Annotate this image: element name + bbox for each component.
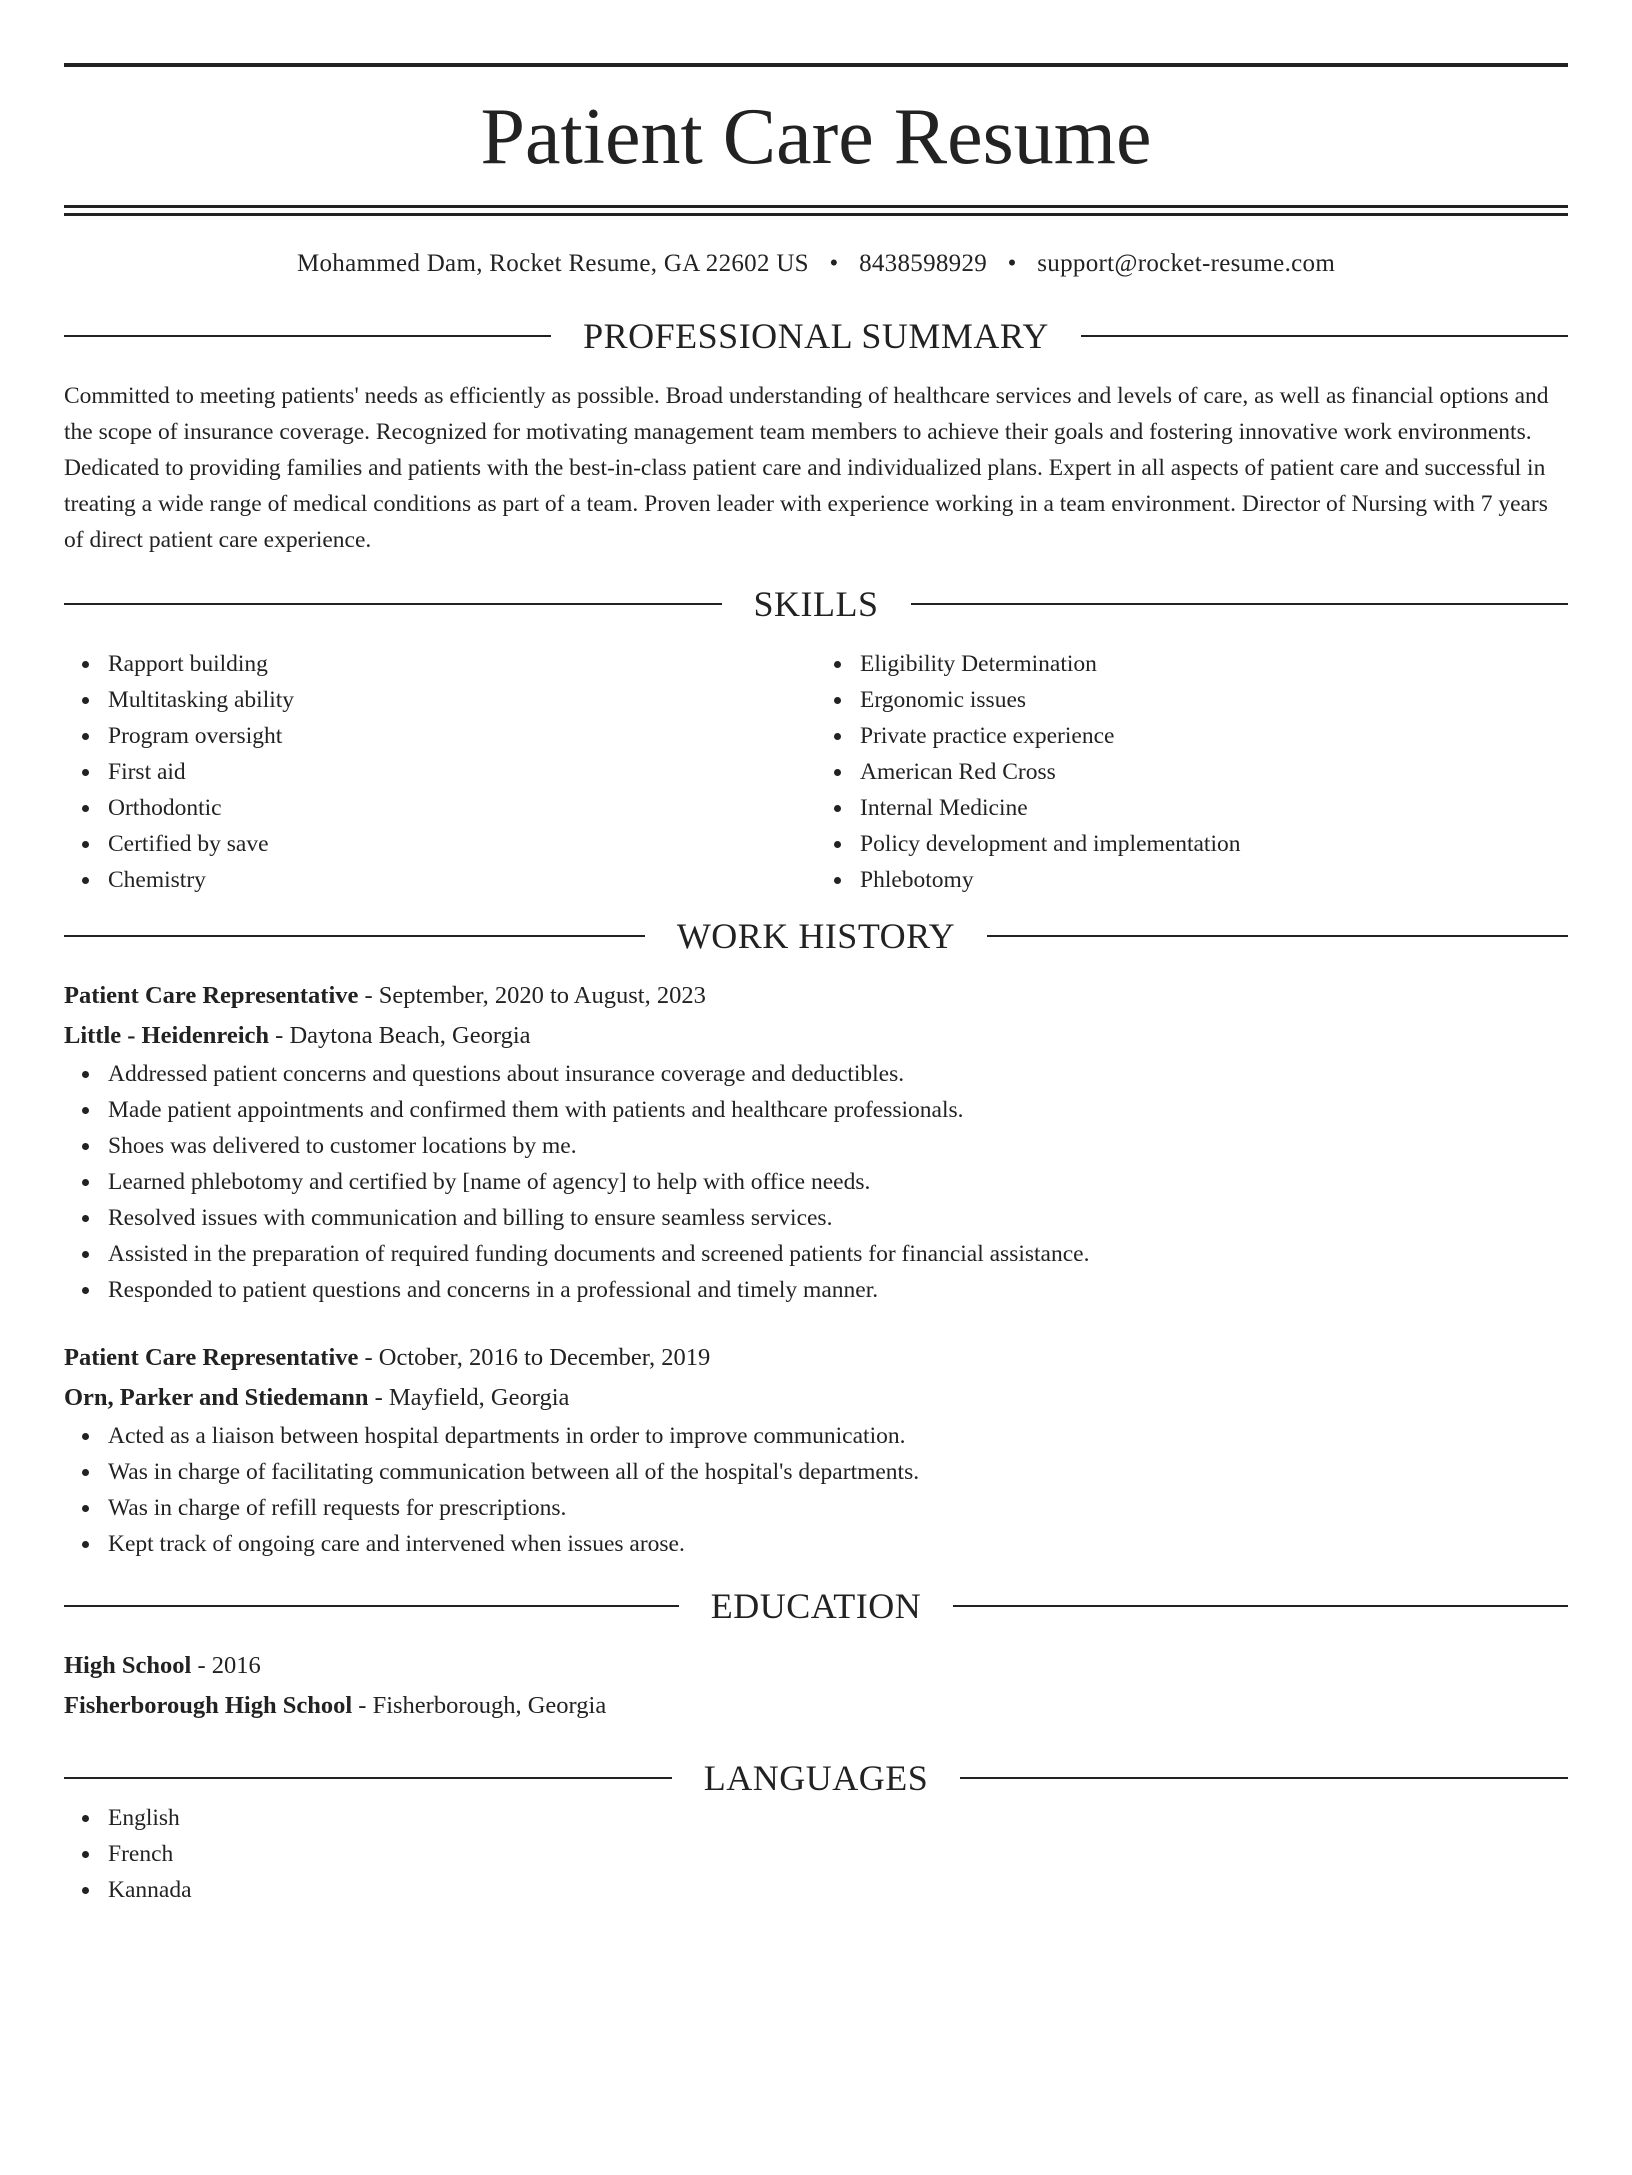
skills-list-left (64, 646, 816, 898)
skills-heading (64, 582, 1568, 626)
job-bullet: Shoes was delivered to customer locations by me. (108, 1128, 1568, 1164)
job-location: - Daytona Beach, Georgia (269, 1021, 531, 1049)
skills-grid (64, 646, 1568, 898)
skill-item: Private practice experience (860, 718, 1568, 754)
job-bullets (64, 1418, 1568, 1562)
language-item: English (108, 1800, 1568, 1836)
contact-line (64, 248, 1568, 280)
heading-rule (64, 935, 645, 937)
skill-item: First aid (108, 754, 816, 790)
job-bullet: Made patient appointments and confirmed them with patients and healthcare professionals. (108, 1092, 1568, 1128)
job-bullets (64, 1056, 1568, 1308)
job-entry (64, 976, 1568, 1308)
education-heading (64, 1584, 1568, 1628)
job-entry (64, 1338, 1568, 1562)
education-entry (64, 1646, 1568, 1726)
heading-rule (911, 603, 1569, 605)
job-bullet: Assisted in the preparation of required funding documents and screened patients for financial assistance. (108, 1236, 1568, 1272)
contact-phone: 8438598929 (859, 250, 988, 277)
education-heading-label: EDUCATION (710, 1585, 922, 1626)
education-location: - Fisherborough, Georgia (352, 1691, 607, 1719)
job-title: Patient Care Representative (64, 981, 359, 1009)
job-bullet: Resolved issues with communication and billing to ensure seamless services. (108, 1200, 1568, 1236)
job-company: Little - Heidenreich (64, 1021, 270, 1049)
resume-title: Patient Care Resume (480, 93, 1152, 181)
job-bullet: Learned phlebotomy and certified by [name of agency] to help with office needs. (108, 1164, 1568, 1200)
work-heading-label: WORK HISTORY (676, 915, 956, 956)
title-double-rule (64, 205, 1568, 216)
skill-item: Program oversight (108, 718, 816, 754)
skill-item: Certified by save (108, 826, 816, 862)
job-bullet: Responded to patient questions and concerns in a professional and timely manner. (108, 1272, 1568, 1308)
resume-page (0, 63, 1632, 2175)
contact-separator: • (1007, 250, 1017, 277)
heading-rule (64, 335, 551, 337)
skill-item: Policy development and implementation (860, 826, 1568, 862)
job-dates: - October, 2016 to December, 2019 (358, 1343, 711, 1371)
heading-rule (1081, 335, 1568, 337)
skill-item: Chemistry (108, 862, 816, 898)
job-company-line (64, 1016, 1568, 1056)
skills-heading-label: SKILLS (753, 583, 879, 624)
job-company-line (64, 1378, 1568, 1418)
language-item: Kannada (108, 1872, 1568, 1908)
job-bullet: Was in charge of facilitating communication between all of the hospital's departments. (108, 1454, 1568, 1490)
skill-item: Phlebotomy (860, 862, 1568, 898)
skill-item: Orthodontic (108, 790, 816, 826)
summary-heading (64, 314, 1568, 358)
heading-rule (64, 603, 722, 605)
language-item: French (108, 1836, 1568, 1872)
skills-column-left (64, 646, 816, 898)
heading-rule (987, 935, 1568, 937)
summary-text: Committed to meeting patients' needs as efficiently as possible. Broad understanding of healthcare services and levels of care, as well as financial options and the scope of insurance coverage. Recognized for motivating management team members to achieve their goals and fostering innovative work environments. Dedicated to providing families and patients with the best-in-class patient care and individualized plans. Expert in all aspects of patient care and successful in treating a wide range of medical conditions as part of a team. Proven leader with experience working in a team environment. Director of Nursing with 7 years of direct patient care experience. (64, 383, 1549, 553)
job-location: - Mayfield, Georgia (368, 1383, 570, 1411)
skill-item: Multitasking ability (108, 682, 816, 718)
contact-separator: • (829, 250, 839, 277)
job-bullet: Was in charge of refill requests for prescriptions. (108, 1490, 1568, 1526)
contact-address: Mohammed Dam, Rocket Resume, GA 22602 US (296, 250, 809, 277)
job-title-line (64, 976, 1568, 1016)
job-bullet: Acted as a liaison between hospital departments in order to improve communication. (108, 1418, 1568, 1454)
top-rule (64, 63, 1568, 67)
skills-column-right (816, 646, 1568, 898)
skill-item: Rapport building (108, 646, 816, 682)
languages-heading-label: LANGUAGES (703, 1757, 929, 1798)
languages-list (64, 1800, 1568, 1908)
work-heading (64, 914, 1568, 958)
heading-rule (64, 1605, 679, 1607)
education-year: - 2016 (191, 1651, 261, 1679)
languages-heading (64, 1756, 1568, 1800)
heading-rule (953, 1605, 1568, 1607)
job-dates: - September, 2020 to August, 2023 (358, 981, 706, 1009)
job-title: Patient Care Representative (64, 1343, 359, 1371)
heading-rule (64, 1777, 672, 1779)
skill-item: American Red Cross (860, 754, 1568, 790)
summary-heading-label: PROFESSIONAL SUMMARY (583, 316, 1049, 356)
education-school-line (64, 1686, 1568, 1726)
education-degree: High School (64, 1651, 192, 1679)
skills-list-right (816, 646, 1568, 898)
job-company: Orn, Parker and Stiedemann (64, 1383, 369, 1411)
heading-rule (960, 1777, 1568, 1779)
job-bullet: Kept track of ongoing care and intervened when issues arose. (108, 1526, 1568, 1562)
skill-item: Internal Medicine (860, 790, 1568, 826)
skill-item: Eligibility Determination (860, 646, 1568, 682)
job-bullet: Addressed patient concerns and questions about insurance coverage and deductibles. (108, 1056, 1568, 1092)
contact-email: support@rocket-resume.com (1037, 250, 1336, 277)
education-degree-line (64, 1646, 1568, 1686)
job-title-line (64, 1338, 1568, 1378)
education-school: Fisherborough High School (64, 1691, 353, 1719)
skill-item: Ergonomic issues (860, 682, 1568, 718)
